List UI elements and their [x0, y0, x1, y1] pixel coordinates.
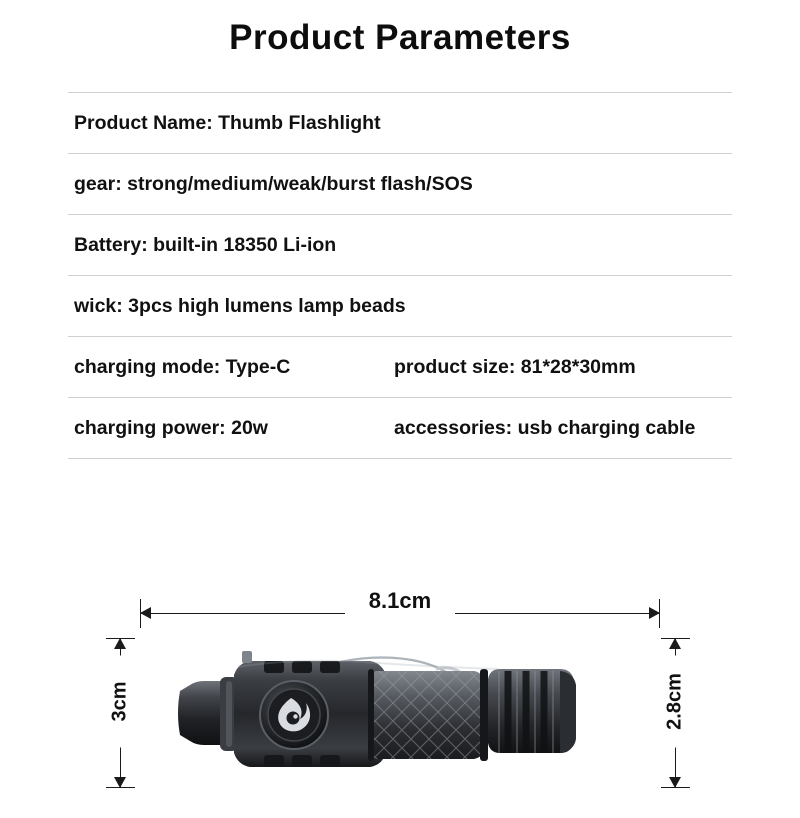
arrow-up-icon [669, 638, 681, 649]
arrow-down-icon [114, 777, 126, 788]
dimension-right-height-label: 2.8cm [662, 656, 689, 748]
spec-product-size: product size: 81*28*30mm [394, 355, 636, 378]
table-row [68, 93, 732, 154]
spec-charging-power: charging power: 20w [74, 416, 268, 439]
spec-accessories: accessories: usb charging cable [394, 416, 696, 439]
table-row [68, 215, 732, 276]
specification-table [68, 92, 732, 459]
spec-battery: Battery: built-in 18350 Li-ion [74, 233, 337, 256]
product-parameters-page [0, 18, 800, 818]
table-row [68, 154, 732, 215]
arrow-up-icon [114, 638, 126, 649]
spec-wick: wick: 3pcs high lumens lamp beads [74, 294, 406, 317]
thumb-flashlight-photo [168, 631, 618, 801]
spec-charging-mode: charging mode: Type-C [74, 355, 291, 378]
dimension-right-height [655, 638, 695, 788]
dimension-left-height [100, 638, 140, 788]
arrow-right-icon [649, 607, 660, 619]
arrow-down-icon [669, 777, 681, 788]
table-row [68, 276, 732, 337]
spec-product-name: Product Name: Thumb Flashlight [74, 111, 381, 134]
product-dimension-diagram [0, 553, 800, 818]
dimension-length-label: 8.1cm [345, 588, 455, 614]
dimension-length [140, 588, 660, 633]
page-title: Product Parameters [229, 18, 571, 57]
table-row [68, 398, 732, 459]
dimension-left-height-label: 3cm [107, 656, 134, 748]
spec-gear: gear: strong/medium/weak/burst flash/SOS [74, 172, 473, 195]
arrow-left-icon [140, 607, 151, 619]
table-row [68, 337, 732, 398]
